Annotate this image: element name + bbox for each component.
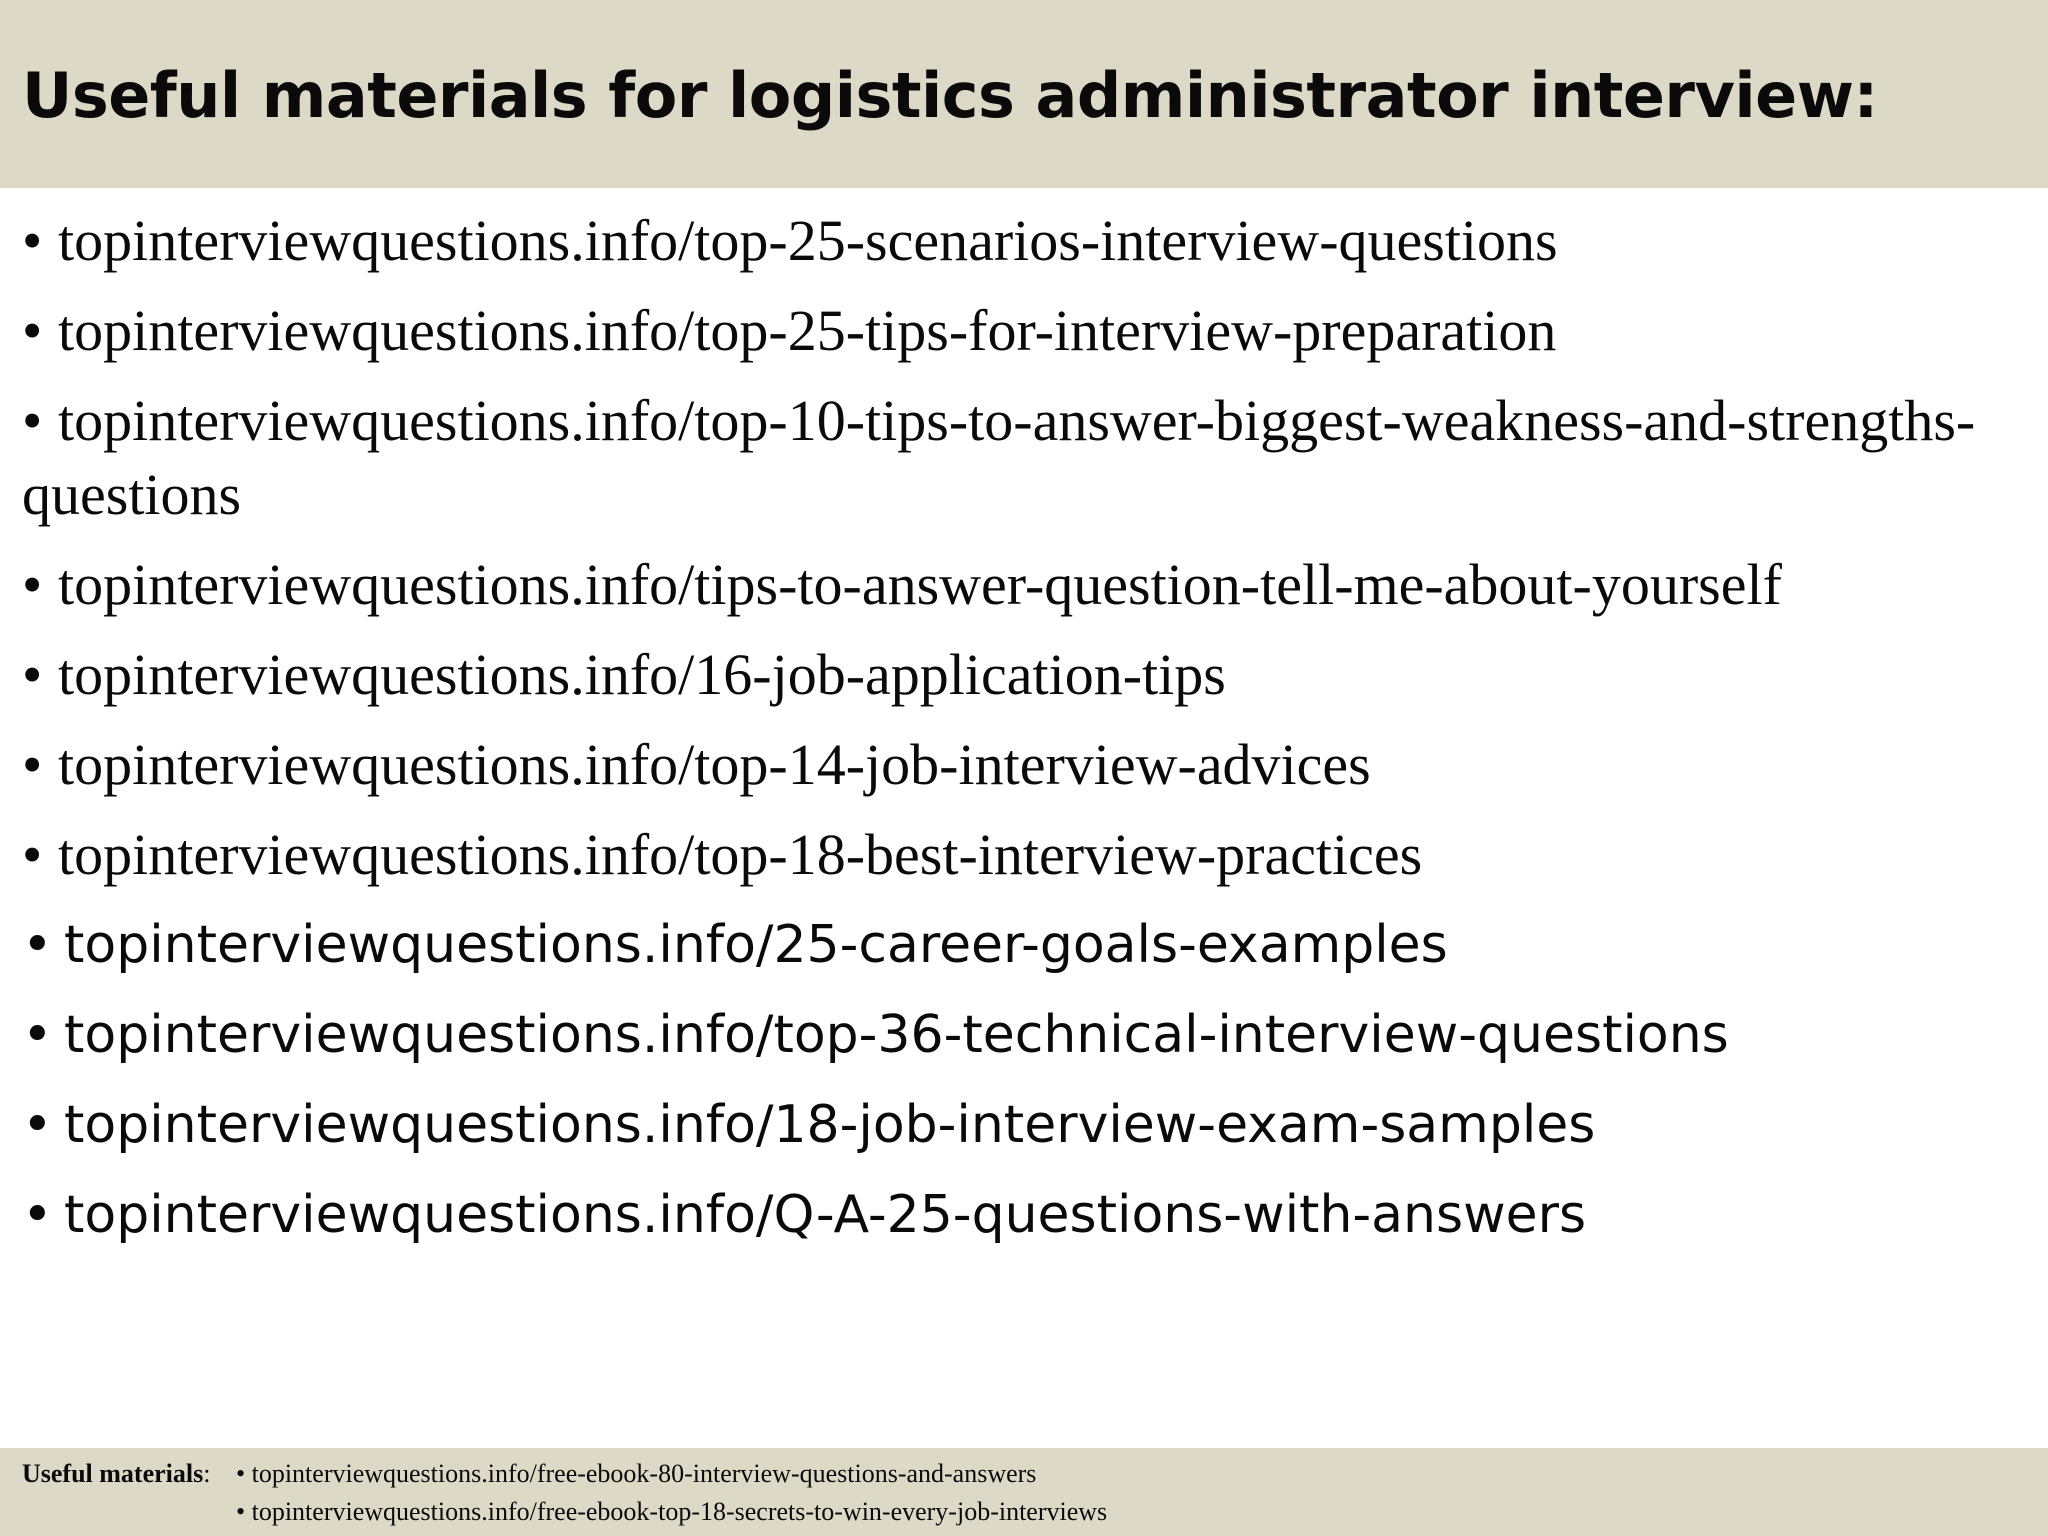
footer-link[interactable]: • topinterviewquestions.info/free-ebook-top-18-secrets-to-win-every-job-interviews: [236, 1497, 1108, 1526]
list-item: [22, 294, 2012, 368]
material-link[interactable]: topinterviewquestions.info/top-25-scenarios-interview-questions: [58, 208, 1558, 273]
material-link[interactable]: topinterviewquestions.info/top-10-tips-to-answer-biggest-weakness-and-strengths-questions: [22, 388, 1976, 527]
material-link[interactable]: topinterviewquestions.info/top-14-job-interview-advices: [58, 732, 1371, 797]
bullet-icon: •: [22, 915, 53, 975]
bullet-icon: •: [22, 208, 43, 273]
bullet-icon: •: [22, 642, 43, 707]
material-link[interactable]: topinterviewquestions.info/top-25-tips-for-interview-preparation: [58, 298, 1557, 363]
list-item: [22, 998, 2012, 1072]
material-link[interactable]: topinterviewquestions.info/16-job-application-tips: [58, 642, 1226, 707]
footer-link[interactable]: • topinterviewquestions.info/free-ebook-80-interview-questions-and-answers: [236, 1459, 1037, 1488]
list-item: [22, 908, 2012, 982]
list-item: [22, 728, 2012, 802]
list-item: [22, 548, 2012, 622]
bullet-icon: •: [22, 298, 43, 363]
list-item: [22, 818, 2012, 892]
material-link[interactable]: topinterviewquestions.info/25-career-goals-examples: [64, 915, 1448, 975]
list-item: [22, 638, 2012, 712]
footer-label: [22, 1456, 210, 1492]
material-link[interactable]: topinterviewquestions.info/top-36-technical-interview-questions: [64, 1005, 1729, 1065]
footer-label-text: Useful materials: [22, 1459, 204, 1488]
slide-title: Useful materials for logistics administrator interview:: [22, 59, 1878, 132]
list-item: [22, 1178, 2012, 1252]
material-link[interactable]: topinterviewquestions.info/18-job-interview-exam-samples: [64, 1095, 1596, 1155]
bullet-icon: •: [22, 1095, 53, 1155]
materials-list: [22, 204, 2012, 1268]
list-item: [22, 384, 2012, 532]
bullet-icon: •: [22, 822, 43, 887]
list-item: [22, 204, 2012, 278]
footer-label-separator: :: [203, 1459, 211, 1488]
bullet-icon: •: [22, 1005, 53, 1065]
material-link[interactable]: topinterviewquestions.info/Q-A-25-questions-with-answers: [64, 1185, 1587, 1245]
list-item: [22, 1088, 2012, 1162]
bullet-icon: •: [22, 388, 43, 453]
bullet-icon: •: [22, 732, 43, 797]
material-link[interactable]: topinterviewquestions.info/top-18-best-interview-practices: [58, 822, 1423, 887]
material-link[interactable]: topinterviewquestions.info/tips-to-answer-question-tell-me-about-yourself: [58, 552, 1782, 617]
bullet-icon: •: [22, 552, 43, 617]
bullet-icon: •: [22, 1185, 53, 1245]
